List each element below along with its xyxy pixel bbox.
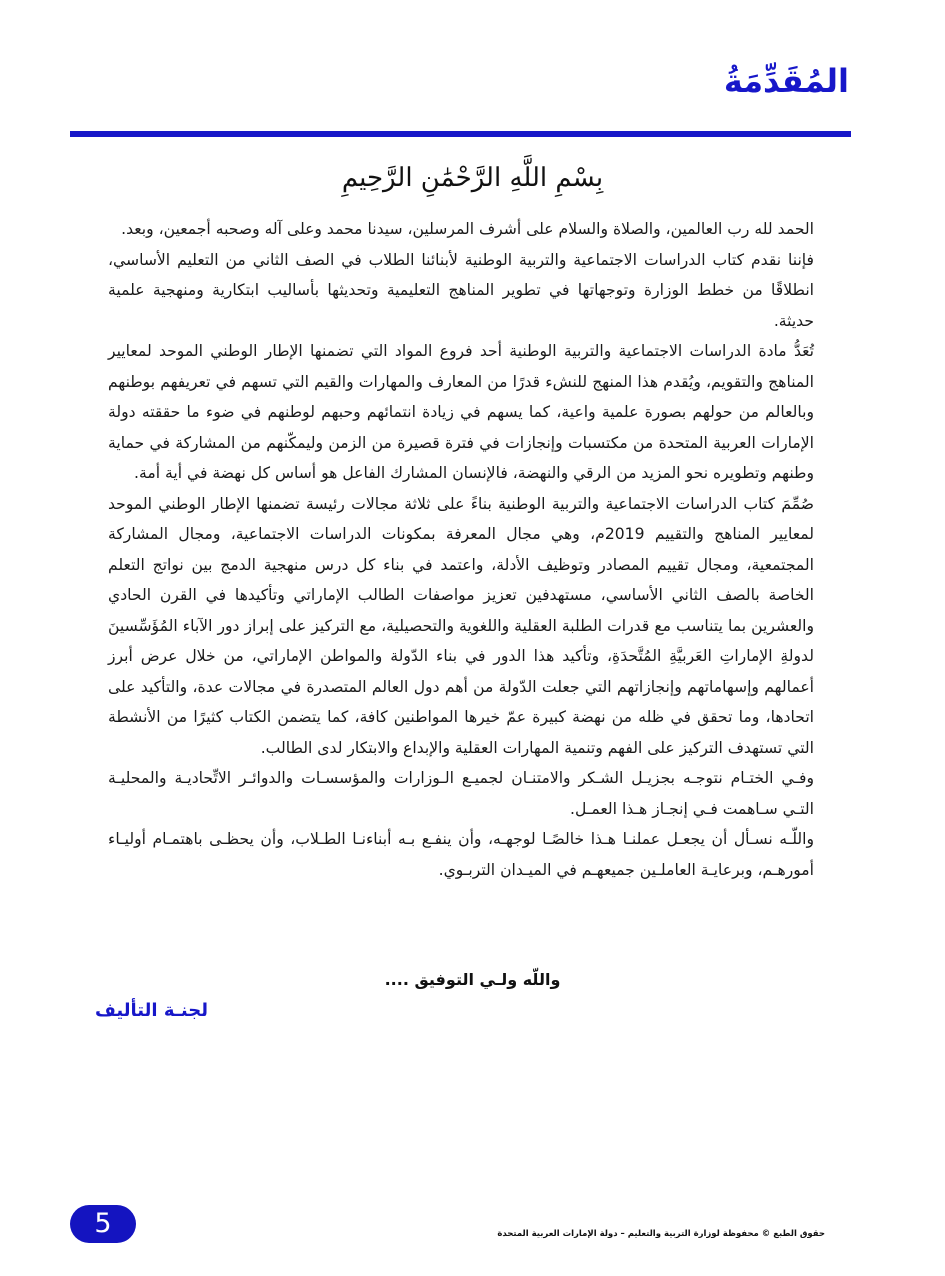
paragraph-subject-importance: تُعَدُّ مادة الدراسات الاجتماعية والتربية الوطنية أحد فروع المواد التي تضمنها الإطار الوطني الموحد لمعايير المناهج والتقويم، ويُقدم هذا المنهج للنشء قدرًا من المعارف والمهارات والقيم التي تسهم في تعريفهم بوطنهم وبالعالم من حولهم بصورة علمية واعية، كما يسهم في زيادة انتمائهم وحبهم لوطنهم في ضوء ما حققته دولة الإمارات العربية المتحدة من مكتسبات وإنجازات في فترة قصيرة من الزمن وليمكّنهم من المشاركة في حماية وطنهم وتطويره نحو المزيد من الرقي والنهضة، فالإنسان المشارك الفاعل هو أساس كل نهضة في أية أمة. [108, 342, 814, 482]
closing-line: واللّه ولـي التوفيق .... [384, 970, 561, 989]
page-number: 5 [70, 1205, 136, 1243]
introduction-body [108, 214, 814, 885]
paragraph-book-intro: فإننا نقدم كتاب الدراسات الاجتماعية والتربية الوطنية لأبنائنا الطلاب في الصف الثاني من التعليم الأساسي، انطلاقًا من خطط الوزارة وتوجهاتها في تطوير المناهج التعليمية وتحديثها بأساليب ابتكارية ومنهجية علمية حديثة. [108, 250, 814, 330]
author-committee: لجنـة التأليف [95, 1000, 208, 1021]
paragraph-prayer: واللّـه نسـأل أن يجعـل عملنـا هـذا خالصًـا لوجهـه، وأن ينفـع بـه أبناءنـا الطـلاب، وأن يحظـى باهتمـام أوليـاء أمورهـم، وبرعايـة العاملـين جميعهـم في الميـدان التربـوي. [108, 830, 814, 879]
page-title: المُقَدِّمَةُ [723, 62, 849, 100]
paragraph-thanks: وفـي الختـام نتوجـه بجزيـل الشـكر والامتنـان لجميـع الـوزارات والمؤسسـات والدوائـر الاتِّحاديـة والمحليـة التـي سـاهمت فـي إنجـاز هـذا العمـل. [108, 769, 814, 818]
title-underline [70, 131, 851, 137]
paragraph-book-design: صُمِّمَ كتاب الدراسات الاجتماعية والتربية الوطنية بناءً على ثلاثة مجالات رئيسة تضمنها الإطار الوطني الموحد لمعايير المناهج والتقييم 2019م، وهي مجال المعرفة بمكونات الدراسات الاجتماعية، ومجال المشاركة المجتمعية، ومجال تقييم المصادر وتوظيف الأدلة، واعتمد في بناء كل درس منهجية الدمج بين نواتج التعلم الخاصة بالصف الثاني الأساسي، مستهدفين تعزيز مواصفات الطالب الإماراتي وتأكيدها في القرن الحادي والعشرين بما يتناسب مع قدرات الطلبة العقلية واللغوية والتحصيلية، مع التركيز على إبراز دور الآباء المُؤَسِّسينَ لدولةِ الإماراتِ العَربيَّةِ المُتَّحدَةِ، وتأكيد هذا الدور في بناء الدّولة والمواطن الإماراتي، من خلال عرض أبرز أعمالهم وإسهاماتهم وإنجازاتهم التي جعلت الدّولة من أهم دول العالم المتصدرة في مجالات عدة، والتأكيد على اتحادها، وما تحقق في ظله من نهضة كبيرة عمّ خيرها المواطنين كافة، كما يتضمن الكتاب كثيرًا من الأنشطة التي تستهدف التركيز على الفهم وتنمية المهارات العقلية والإبداع والابتكار لدى الطالب. [108, 494, 814, 757]
copyright-notice: حقوق الطبع © محفوظة لوزارة التربية والتعليم – دولة الإمارات العربية المتحدة [497, 1229, 825, 1239]
paragraph-greeting: الحمد لله رب العالمين، والصلاة والسلام على أشرف المرسلين، سيدنا محمد وعلى آله وصحبه أجمعين، وبعد. [121, 220, 814, 238]
basmala: بِسْمِ اللَّهِ الرَّحْمَٰنِ الرَّحِيمِ [341, 163, 604, 193]
